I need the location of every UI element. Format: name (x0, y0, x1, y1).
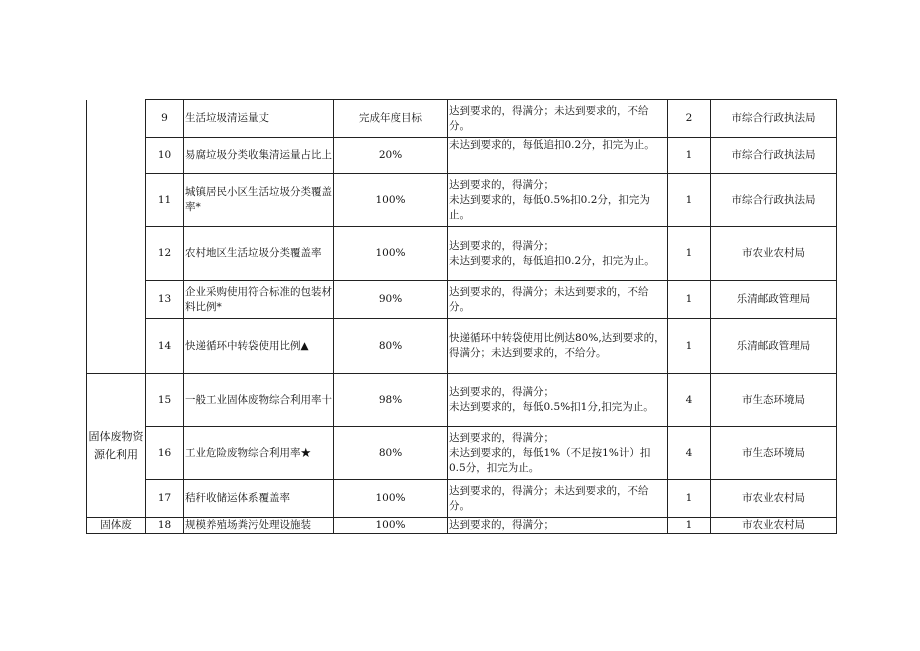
indicator-name: 规模养殖场粪污处理设施装 (184, 518, 334, 534)
scoring-rule: 快递循环中转袋使用比例达80%,达到要求的，得满分；未达到要求的，不给分。 (448, 319, 668, 374)
category-cell: 固体废物资源化利用 (87, 374, 146, 518)
table-row (87, 518, 837, 534)
row-number: 9 (146, 100, 184, 138)
row-number: 17 (146, 480, 184, 518)
score: 1 (668, 138, 711, 174)
score: 1 (668, 518, 711, 534)
indicator-name: 一般工业固体废物综合利用率十 (184, 374, 334, 427)
target-value: 100% (334, 174, 448, 227)
table-row (87, 281, 837, 319)
target-value: 20% (334, 138, 448, 174)
table-row (87, 100, 837, 138)
target-value: 100% (334, 227, 448, 281)
indicator-name: 易腐垃圾分类收集清运量占比上 (184, 138, 334, 174)
table-row (87, 480, 837, 518)
table-row (87, 374, 837, 427)
table-row (87, 227, 837, 281)
department: 市综合行政执法局 (711, 100, 837, 138)
department: 市综合行政执法局 (711, 138, 837, 174)
target-value: 100% (334, 480, 448, 518)
table-row (87, 138, 837, 174)
score: 1 (668, 174, 711, 227)
target-value: 80% (334, 427, 448, 480)
scoring-rule: 达到要求的，得满分； (448, 518, 668, 534)
target-value: 90% (334, 281, 448, 319)
scoring-rule: 未达到要求的，每低追扣0.2分，扣完为止。 (448, 138, 668, 174)
indicator-name: 生活垃圾清运量丈 (184, 100, 334, 138)
row-number: 14 (146, 319, 184, 374)
scoring-rule: 达到要求的，得满分； 未达到要求的，每低0.5%扣0.2分，扣完为止。 (448, 174, 668, 227)
department: 乐清邮政管理局 (711, 281, 837, 319)
department: 乐清邮政管理局 (711, 319, 837, 374)
indicator-name: 工业危险废物综合利用率★ (184, 427, 334, 480)
department: 市生态环境局 (711, 427, 837, 480)
scoring-rule: 达到要求的，得满分；未达到要求的，不给分。 (448, 281, 668, 319)
department: 市农业农村局 (711, 227, 837, 281)
department: 市农业农村局 (711, 480, 837, 518)
scoring-rule: 达到要求的，得满分；未达到要求的，不给分。 (448, 100, 668, 138)
row-number: 16 (146, 427, 184, 480)
score: 1 (668, 227, 711, 281)
table-row (87, 319, 837, 374)
target-value: 100% (334, 518, 448, 534)
department: 市生态环境局 (711, 374, 837, 427)
score: 4 (668, 427, 711, 480)
target-value: 80% (334, 319, 448, 374)
scoring-rule: 达到要求的，得满分； 未达到要求的，每低1%（不足按1%计）扣0.5分，扣完为止。 (448, 427, 668, 480)
row-number: 11 (146, 174, 184, 227)
score: 2 (668, 100, 711, 138)
row-number: 12 (146, 227, 184, 281)
row-number: 15 (146, 374, 184, 427)
scoring-rule: 达到要求的，得满分； 未达到要求的，每低0.5%扣1分,扣完为止。 (448, 374, 668, 427)
target-value: 完成年度目标 (334, 100, 448, 138)
indicator-name: 秸秆收储运体系覆盖率 (184, 480, 334, 518)
scoring-rule: 达到要求的，得满分；未达到要求的，不给分。 (448, 480, 668, 518)
category-cell: 固体废 (87, 518, 146, 534)
category-cell (87, 100, 146, 374)
score: 1 (668, 480, 711, 518)
row-number: 18 (146, 518, 184, 534)
target-value: 98% (334, 374, 448, 427)
scoring-rule: 达到要求的，得满分； 未达到要求的，每低追扣0.2分，扣完为止。 (448, 227, 668, 281)
score: 1 (668, 319, 711, 374)
table-row (87, 427, 837, 480)
department: 市农业农村局 (711, 518, 837, 534)
department: 市综合行政执法局 (711, 174, 837, 227)
indicator-name: 城镇居民小区生活垃圾分类覆盖率* (184, 174, 334, 227)
score: 4 (668, 374, 711, 427)
indicator-name: 农村地区生活垃圾分类覆盖率 (184, 227, 334, 281)
indicator-name: 企业采购使用符合标准的包装材料比例* (184, 281, 334, 319)
indicator-name: 快递循环中转袋使用比例▲ (184, 319, 334, 374)
table-row (87, 174, 837, 227)
assessment-table (86, 99, 837, 534)
row-number: 10 (146, 138, 184, 174)
row-number: 13 (146, 281, 184, 319)
score: 1 (668, 281, 711, 319)
